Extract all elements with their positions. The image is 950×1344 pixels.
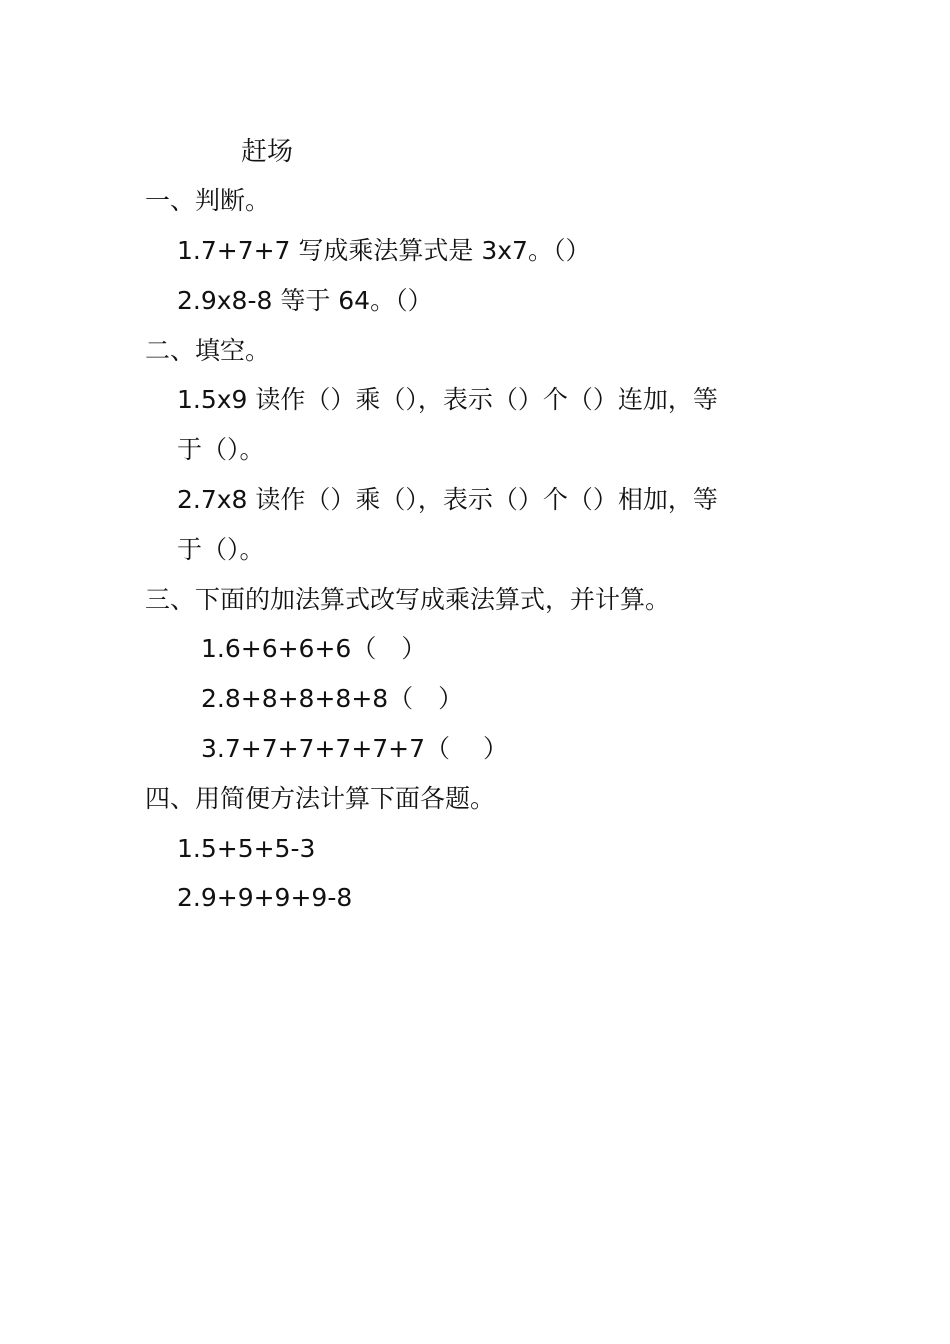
section-heading-simplify: 四、用简便方法计算下面各题。 [145, 784, 496, 813]
page-title: 赶场 [241, 137, 294, 167]
question-item: 1.5+5+5-3 [177, 834, 316, 863]
question-item: 2.7x8 读作（）乘（），表示（）个（）相加，等 [177, 485, 718, 514]
question-item-continuation: 于（）。 [177, 535, 265, 564]
section-heading-fill-blank: 二、填空。 [145, 336, 271, 365]
question-item: 1.7+7+7 写成乘法算式是 3x7。（） [177, 236, 591, 265]
question-item: 2.8+8+8+8+8（ ） [201, 684, 464, 713]
section-heading-rewrite: 三、下面的加法算式改写成乘法算式，并计算。 [145, 585, 671, 614]
section-heading-judge: 一、判断。 [145, 186, 271, 215]
question-item: 2.9x8-8 等于 64。（） [177, 286, 433, 315]
question-item: 3.7+7+7+7+7+7（ ） [201, 734, 508, 763]
question-item: 1.6+6+6+6（ ） [201, 634, 427, 663]
question-item: 1.5x9 读作（）乘（），表示（）个（）连加，等 [177, 385, 718, 414]
question-item: 2.9+9+9+9-8 [177, 883, 353, 912]
question-item-continuation: 于（）。 [177, 435, 265, 464]
